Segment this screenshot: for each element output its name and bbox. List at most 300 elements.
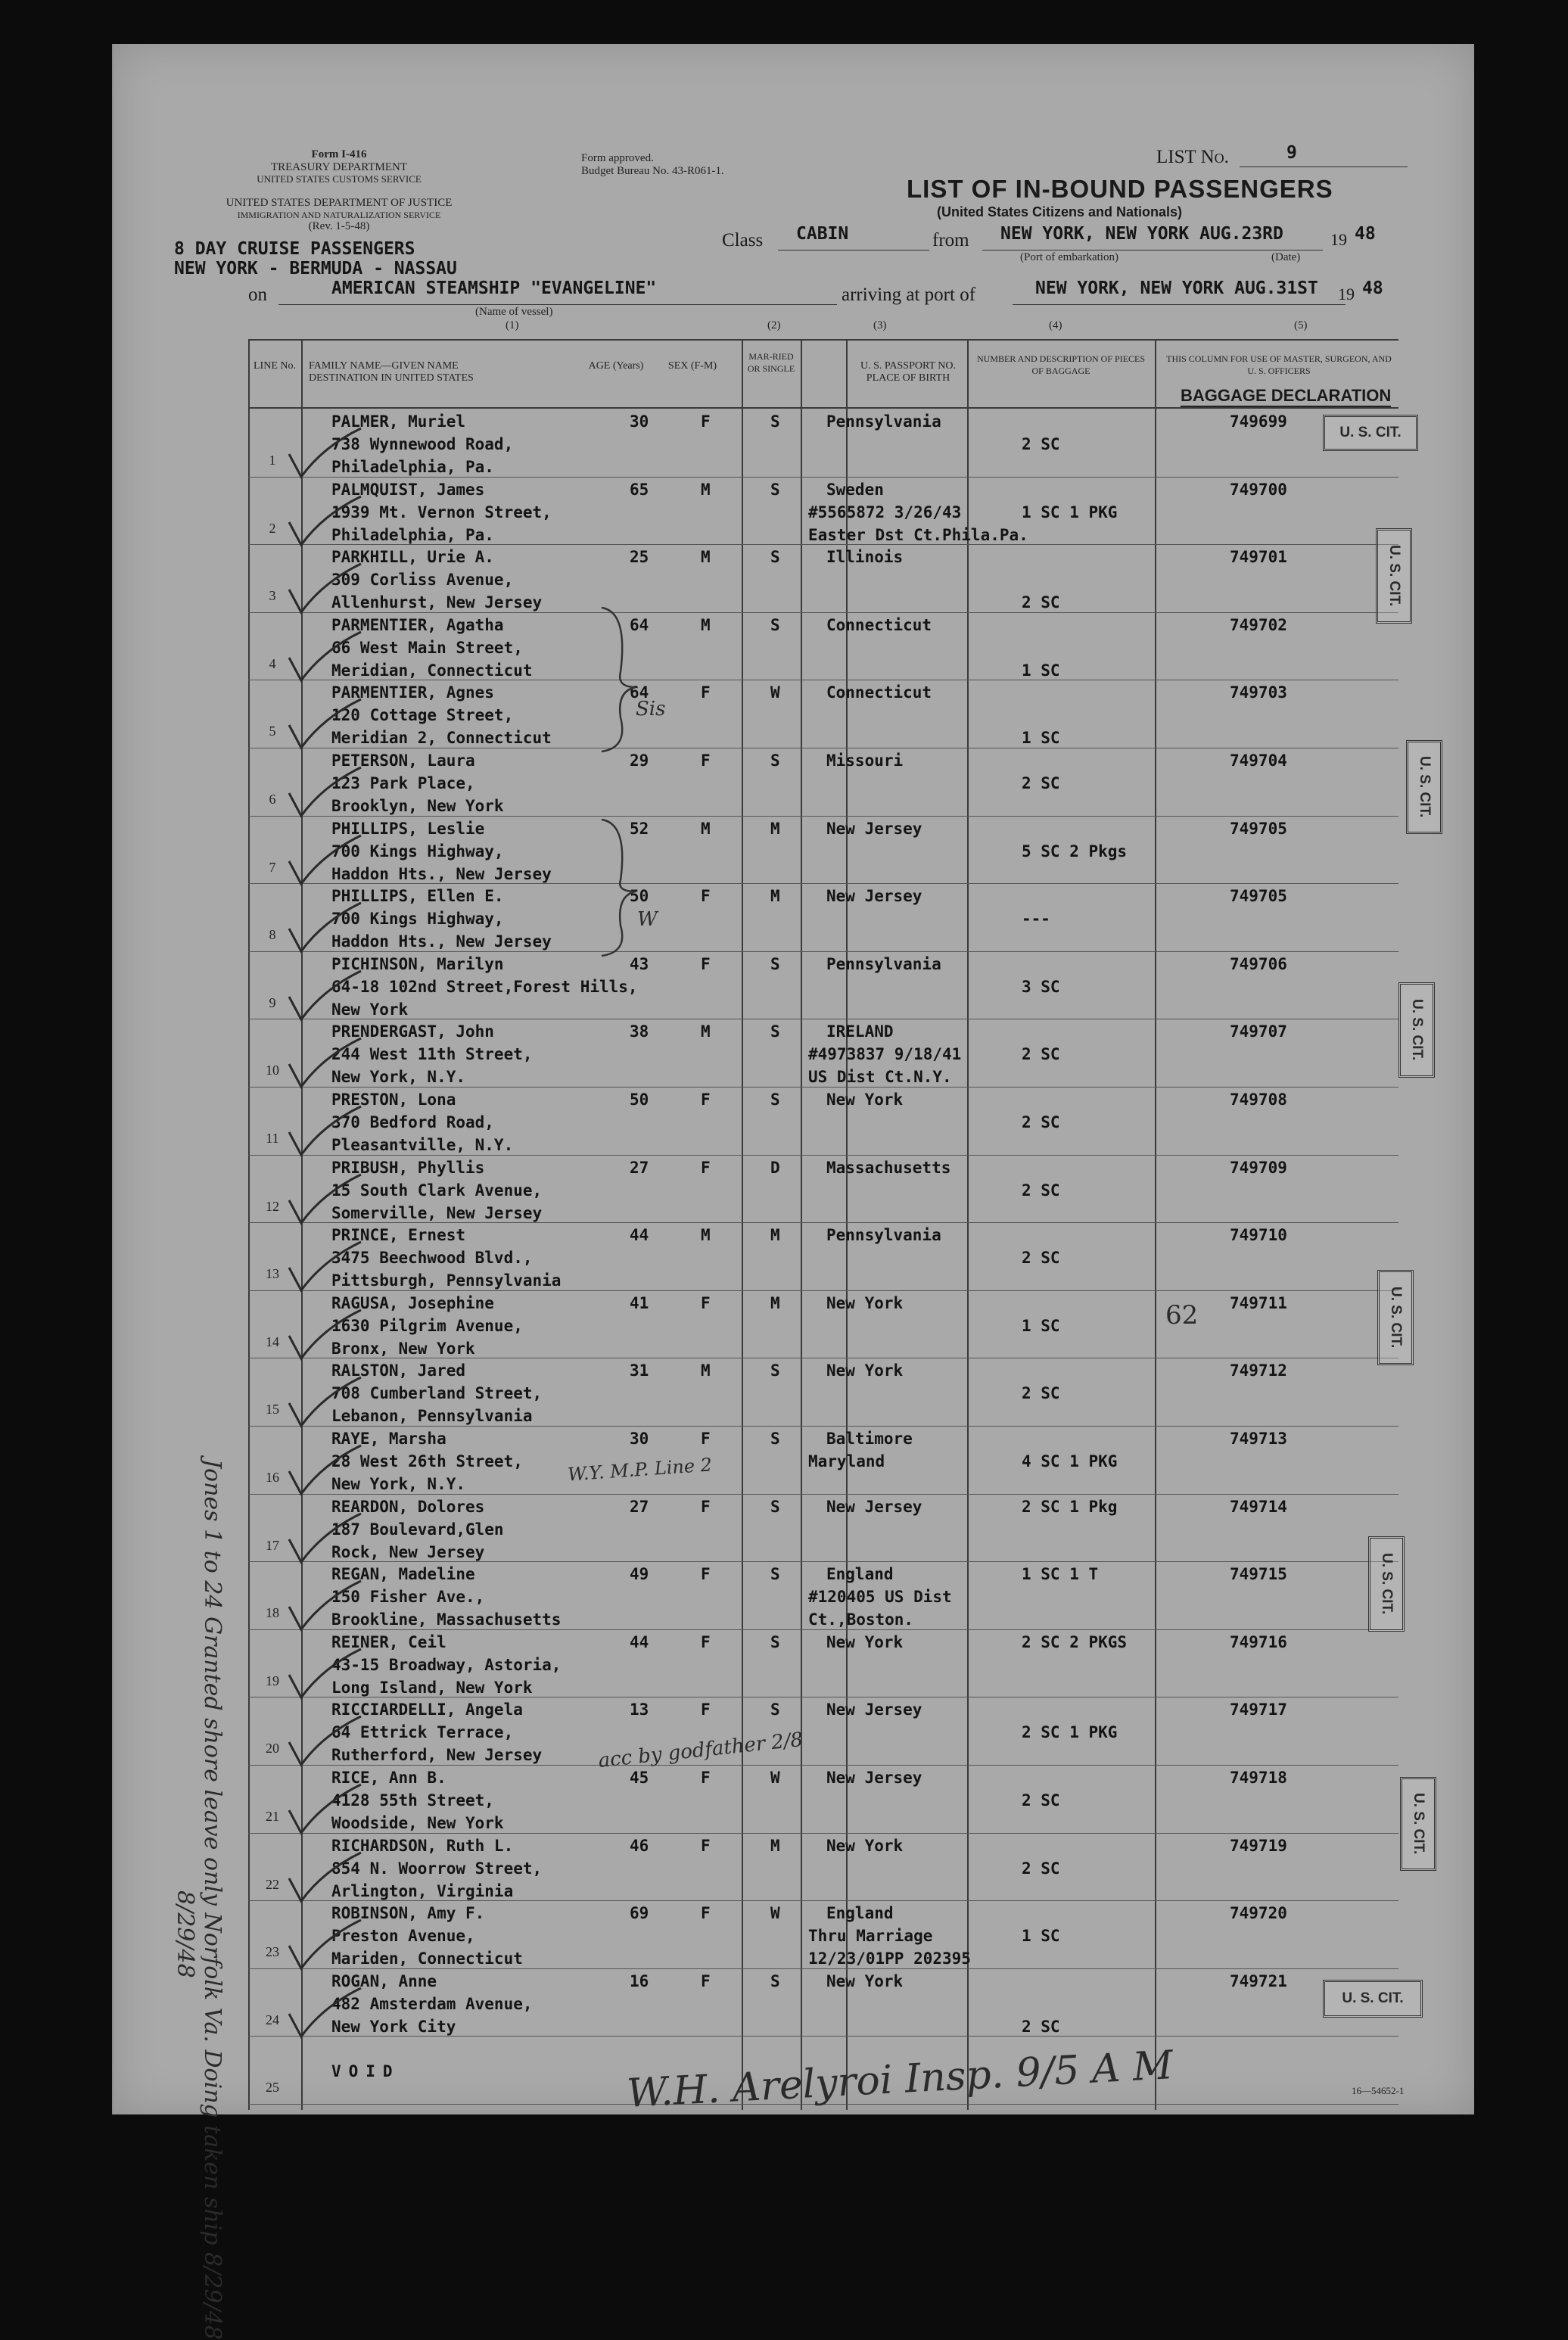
passenger-city: Somerville, New Jersey	[331, 1203, 543, 1222]
passenger-birthplace: New York	[826, 1632, 904, 1651]
passenger-sex: M	[701, 1226, 711, 1245]
line-number: 10	[266, 1063, 279, 1078]
passenger-name: RAGUSA, Josephine	[331, 1293, 494, 1312]
passenger-address: 150 Fisher Ave.,	[331, 1588, 485, 1607]
passenger-address: 120 Cottage Street,	[331, 706, 514, 725]
passenger-marital-status: S	[770, 615, 780, 634]
dept-justice: UNITED STATES DEPARTMENT OF JUSTICE	[226, 197, 453, 209]
us-cit-stamp: U. S. CIT.	[1323, 415, 1418, 451]
passenger-age: 30	[630, 412, 649, 431]
col-header-baggage: NUMBER AND DESCRIPTION OF PIECES OF BAGGAGE	[976, 353, 1146, 376]
passenger-sex: F	[701, 1091, 711, 1109]
check-mark-icon	[282, 1034, 365, 1094]
passenger-city: Lebanon, Pennsylvania	[331, 1407, 533, 1426]
passenger-marital-status: S	[770, 1971, 780, 1990]
us-cit-stamp: U. S. CIT.	[1377, 1270, 1414, 1365]
baggage-declaration-no: 749707	[1230, 1022, 1287, 1041]
passenger-birthplace: New Jersey	[826, 819, 922, 838]
check-mark-icon	[282, 1712, 365, 1772]
passenger-name: RAYE, Marsha	[331, 1430, 446, 1448]
handwritten-bracket-note: W	[637, 908, 658, 931]
baggage-declaration-no: 749715	[1230, 1565, 1287, 1584]
baggage-declaration-no: 749699	[1230, 412, 1287, 431]
on-label: on	[248, 285, 267, 305]
passenger-sex: F	[701, 954, 711, 973]
passenger-age: 50	[630, 887, 649, 906]
line-number: 16	[266, 1470, 279, 1485]
baggage-count: 2 SC	[1022, 2017, 1060, 2036]
passenger-age: 27	[630, 1497, 649, 1516]
check-mark-icon	[282, 627, 365, 688]
passenger-sex: F	[701, 1565, 711, 1584]
passenger-birthplace: New York	[826, 1293, 904, 1312]
check-mark-icon	[282, 1373, 365, 1433]
baggage-count: 1 SC 1 T	[1022, 1565, 1099, 1584]
baggage-declaration-no: 749714	[1230, 1497, 1287, 1516]
handwritten-row20-note: acc by godfather 2/8	[597, 1728, 804, 1773]
passenger-address: 28 West 26th Street,	[331, 1452, 523, 1470]
passenger-city: Brookline, Massachusetts	[331, 1610, 562, 1629]
baggage-count: 2 SC	[1022, 1859, 1060, 1878]
passenger-sex: M	[701, 615, 711, 634]
line-number: 8	[269, 927, 276, 943]
passenger-city: Rutherford, New Jersey	[331, 1746, 543, 1765]
date-caption: (Date)	[1271, 251, 1301, 263]
passport-issuer: Easter Dst Ct.Phila.Pa.	[808, 525, 1028, 544]
baggage-declaration-no: 749720	[1230, 1904, 1287, 1923]
col-header-age: AGE (Years)	[588, 360, 644, 372]
line-number: 17	[266, 1537, 279, 1553]
baggage-declaration-no: 749721	[1230, 1971, 1287, 1990]
passport-issuer: 12/23/01PP 202395	[808, 1949, 971, 1968]
passenger-city: Pittsburgh, Pennsylvania	[331, 1271, 562, 1290]
col-num-3: (3)	[873, 319, 887, 331]
passenger-address: 309 Corliss Avenue,	[331, 571, 514, 590]
passenger-name: RICHARDSON, Ruth L.	[331, 1836, 514, 1855]
passenger-address: 43-15 Broadway, Astoria,	[331, 1655, 562, 1674]
passenger-age: 31	[630, 1361, 649, 1380]
line-number: 13	[266, 1266, 279, 1282]
col-num-2: (2)	[767, 319, 781, 331]
col-header-passport: U. S. PASSPORT NO. PLACE OF BIRTH	[860, 360, 956, 384]
passenger-birthplace: Massachusetts	[826, 1158, 951, 1177]
check-mark-icon	[282, 1441, 365, 1501]
passenger-sex: M	[701, 1022, 711, 1041]
passenger-sex: F	[701, 412, 711, 431]
port-embarkation-caption: (Port of embarkation)	[1020, 251, 1118, 263]
passenger-address: 64-18 102nd Street,Forest Hills,	[331, 977, 638, 996]
baggage-declaration-no: 749706	[1230, 954, 1287, 973]
form-revision: (Rev. 1-5-48)	[308, 220, 370, 232]
passenger-address: 854 N. Woorrow Street,	[331, 1859, 543, 1878]
passenger-address: VOID	[331, 2062, 400, 2081]
passenger-city: Philadelphia, Pa.	[331, 458, 494, 476]
passenger-sex: M	[701, 819, 711, 838]
vessel-name: AMERICAN STEAMSHIP "EVANGELINE"	[331, 278, 657, 298]
col-num-4: (4)	[1049, 319, 1062, 331]
passenger-marital-status: S	[770, 1430, 780, 1448]
passenger-name: PETERSON, Laura	[331, 751, 475, 770]
passport-number: #4973837 9/18/41	[808, 1045, 962, 1064]
passenger-name: RALSTON, Jared	[331, 1361, 466, 1380]
passenger-city: Brooklyn, New York	[331, 797, 504, 815]
passenger-address: 700 Kings Highway,	[331, 842, 504, 860]
line-number: 15	[266, 1402, 279, 1417]
baggage-count: 4 SC 1 PKG	[1022, 1452, 1118, 1470]
baggage-declaration-no: 749700	[1230, 480, 1287, 499]
check-mark-icon	[282, 1576, 365, 1637]
passenger-marital-status: S	[770, 1632, 780, 1651]
passenger-name: ROBINSON, Amy F.	[331, 1904, 485, 1923]
passenger-name: PARMENTIER, Agnes	[331, 683, 494, 702]
passenger-sex: M	[701, 548, 711, 567]
cruise-line1: 8 DAY CRUISE PASSENGERS	[174, 239, 415, 259]
baggage-count: 1 SC	[1022, 1316, 1060, 1335]
passenger-sex: F	[701, 1701, 711, 1719]
passenger-name: REGAN, Madeline	[331, 1565, 475, 1584]
cruise-line2: NEW YORK - BERMUDA - NASSAU	[174, 259, 457, 278]
passenger-name: PRESTON, Lona	[331, 1091, 456, 1109]
baggage-declaration-no: 749710	[1230, 1226, 1287, 1245]
passenger-name: PRIBUSH, Phyllis	[331, 1158, 485, 1177]
list-no-value: 9	[1286, 143, 1297, 163]
line-number: 11	[266, 1131, 279, 1146]
passenger-age: 13	[630, 1701, 649, 1719]
col-num-5: (5)	[1294, 319, 1308, 331]
passport-issuer: Ct.,Boston.	[808, 1610, 914, 1629]
vessel-caption: (Name of vessel)	[475, 306, 553, 318]
check-mark-icon	[282, 1915, 365, 1976]
baggage-count: 2 SC	[1022, 1249, 1060, 1268]
baggage-declaration-no: 749702	[1230, 615, 1287, 634]
check-mark-icon	[282, 1170, 365, 1231]
passenger-birthplace: England	[826, 1904, 894, 1923]
passenger-age: 30	[630, 1430, 649, 1448]
baggage-declaration-no: 749705	[1230, 887, 1287, 906]
from-year-prefix: 19	[1330, 230, 1347, 249]
passenger-name: PRINCE, Ernest	[331, 1226, 466, 1245]
passenger-sex: M	[701, 1361, 711, 1380]
passenger-age: 43	[630, 954, 649, 973]
passenger-marital-status: S	[770, 548, 780, 567]
baggage-count: 1 SC	[1022, 661, 1060, 680]
check-mark-icon	[282, 1237, 365, 1298]
form-number: Form I-416	[311, 148, 367, 160]
passenger-age: 27	[630, 1158, 649, 1177]
passenger-birthplace: New Jersey	[826, 887, 922, 906]
passenger-city: Meridian, Connecticut	[331, 661, 533, 680]
col-header-married: MAR-RIED OR SINGLE	[747, 351, 795, 374]
passenger-sex: F	[701, 1632, 711, 1651]
passenger-city: New York, N.Y.	[331, 1475, 466, 1493]
passenger-birthplace: Pennsylvania	[826, 954, 941, 973]
check-mark-icon	[282, 1509, 365, 1570]
handwritten-date: 8/29/48	[172, 1890, 198, 1978]
line-number: 7	[269, 859, 276, 875]
passenger-address: 1630 Pilgrim Avenue,	[331, 1316, 523, 1335]
baggage-declaration-no: 749709	[1230, 1158, 1287, 1177]
us-cit-stamp: U. S. CIT.	[1376, 528, 1412, 624]
passenger-name: ROGAN, Anne	[331, 1971, 437, 1990]
line-number: 14	[266, 1333, 279, 1349]
baggage-count: 2 SC	[1022, 1045, 1060, 1064]
passenger-city: Philadelphia, Pa.	[331, 525, 494, 544]
line-number: 4	[269, 655, 276, 671]
baggage-count: 2 SC	[1022, 774, 1060, 792]
passenger-marital-status: S	[770, 1022, 780, 1041]
line-number: 22	[266, 1876, 279, 1892]
us-cit-stamp: U. S. CIT.	[1398, 982, 1435, 1078]
check-mark-icon	[282, 763, 365, 823]
passport-issuer: US Dist Ct.N.Y.	[808, 1068, 952, 1087]
from-label: from	[932, 230, 969, 250]
passenger-sex: F	[701, 1836, 711, 1855]
passenger-address: 66 West Main Street,	[331, 638, 523, 657]
baggage-count: 2 SC 1 Pkg	[1022, 1497, 1118, 1516]
passenger-birthplace: Illinois	[826, 548, 904, 567]
passenger-birthplace: New York	[826, 1971, 904, 1990]
check-mark-icon	[282, 492, 365, 552]
passenger-city: Allenhurst, New Jersey	[331, 593, 543, 612]
line-number: 1	[269, 453, 276, 468]
baggage-declaration-no: 749708	[1230, 1091, 1287, 1109]
passenger-city: Haddon Hts., New Jersey	[331, 864, 552, 883]
passenger-address: 4128 55th Street,	[331, 1791, 494, 1809]
baggage-count: 2 SC	[1022, 1791, 1060, 1809]
baggage-count: 2 SC 2 PKGS	[1022, 1632, 1128, 1651]
passenger-sex: F	[701, 1971, 711, 1990]
arriving-value: NEW YORK, NEW YORK AUG.31ST	[1035, 278, 1318, 298]
dept-immigration: IMMIGRATION AND NATURALIZATION SERVICE	[237, 210, 441, 220]
check-mark-icon	[282, 966, 365, 1027]
passenger-city: Bronx, New York	[331, 1339, 475, 1358]
passenger-age: 69	[630, 1904, 649, 1923]
us-cit-stamp: U. S. CIT.	[1368, 1536, 1405, 1632]
passenger-name: PALMER, Muriel	[331, 412, 466, 431]
passenger-marital-status: S	[770, 412, 780, 431]
handwritten-row16-note: W.Y. M.P. Line 2	[567, 1454, 713, 1486]
passenger-address: 3475 Beechwood Blvd.,	[331, 1249, 533, 1268]
passenger-birthplace: New Jersey	[826, 1769, 922, 1787]
passenger-marital-status: W	[770, 683, 780, 702]
passenger-city: Haddon Hts., New Jersey	[331, 932, 552, 951]
arriving-year: 48	[1362, 278, 1383, 298]
inspector-signature: W.H. Arelyroi Insp. 9/5 A M	[625, 2043, 1174, 2117]
passenger-name: PALMQUIST, James	[331, 480, 485, 499]
handwritten-bracket-note: Sis	[636, 698, 666, 720]
passenger-city: Mariden, Connecticut	[331, 1949, 523, 1968]
passenger-name: PRENDERGAST, John	[331, 1022, 494, 1041]
baggage-count: 1 SC	[1022, 729, 1060, 748]
class-value: CABIN	[796, 224, 849, 244]
passenger-name: PARKHILL, Urie A.	[331, 548, 494, 567]
baggage-count: 1 SC 1 PKG	[1022, 503, 1118, 521]
baggage-declaration-no: 749703	[1230, 683, 1287, 702]
col-header-master: THIS COLUMN FOR USE OF MASTER, SURGEON, AND U. S. OFFICERS	[1166, 353, 1392, 376]
passenger-name: PARMENTIER, Agatha	[331, 615, 504, 634]
passenger-marital-status: M	[770, 887, 780, 906]
dept-customs: UNITED STATES CUSTOMS SERVICE	[257, 173, 422, 185]
check-mark-icon	[282, 1305, 365, 1366]
list-no-label: LIST No.	[1156, 147, 1229, 167]
passenger-birthplace: Missouri	[826, 751, 904, 770]
baggage-count: 2 SC	[1022, 1113, 1060, 1131]
passenger-marital-status: S	[770, 751, 780, 770]
passenger-city: New York City	[331, 2017, 456, 2036]
passenger-marital-status: W	[770, 1904, 780, 1923]
passenger-name: REARDON, Dolores	[331, 1497, 485, 1516]
passenger-name: PHILLIPS, Ellen E.	[331, 887, 504, 906]
passenger-age: 46	[630, 1836, 649, 1855]
passenger-address: 187 Boulevard,Glen	[331, 1520, 504, 1539]
check-mark-icon	[282, 1780, 365, 1841]
passenger-sex: F	[701, 1158, 711, 1177]
baggage-declaration-no: 749717	[1230, 1701, 1287, 1719]
passenger-marital-status: S	[770, 1361, 780, 1380]
baggage-count: 5 SC 2 Pkgs	[1022, 842, 1128, 860]
footer-code: 16—54652-1	[1352, 2085, 1405, 2096]
col-header-name: FAMILY NAME—GIVEN NAME DESTINATION IN UNITED STATES	[309, 360, 474, 384]
passenger-age: 64	[630, 615, 649, 634]
baggage-count: 1 SC	[1022, 1927, 1060, 1946]
passenger-city: Arlington, Virginia	[331, 1881, 514, 1900]
baggage-count: ---	[1022, 910, 1050, 929]
passenger-marital-status: S	[770, 1091, 780, 1109]
line-number: 25	[266, 2080, 279, 2096]
passenger-marital-status: S	[770, 480, 780, 499]
check-mark-icon	[282, 831, 365, 892]
passenger-birthplace: Sweden	[826, 480, 884, 499]
passenger-marital-status: S	[770, 954, 780, 973]
arriving-label: arriving at port of	[842, 285, 976, 305]
line-number: 21	[266, 1809, 279, 1824]
passenger-city: New York, N.Y.	[331, 1068, 466, 1087]
handwritten-bracket	[598, 816, 643, 960]
check-mark-icon	[282, 424, 365, 484]
passenger-age: 25	[630, 548, 649, 567]
passenger-address: 15 South Clark Avenue,	[331, 1181, 543, 1200]
passenger-sex: F	[701, 887, 711, 906]
form-approved: Form approved.	[581, 152, 654, 164]
passenger-city: Woodside, New York	[331, 1814, 504, 1832]
passenger-birthplace: New Jersey	[826, 1497, 922, 1516]
passenger-sex: F	[701, 1769, 711, 1787]
line-number: 9	[269, 994, 276, 1010]
passenger-sex: F	[701, 751, 711, 770]
baggage-declaration-no: 749701	[1230, 548, 1287, 567]
passenger-age: 44	[630, 1226, 649, 1245]
passenger-age: 38	[630, 1022, 649, 1041]
passenger-age: 41	[630, 1293, 649, 1312]
check-mark-icon	[282, 695, 365, 755]
passenger-address: 123 Park Place,	[331, 774, 475, 792]
passenger-city: Meridian 2, Connecticut	[331, 729, 552, 748]
passenger-age: 50	[630, 1091, 649, 1109]
passenger-address: 64 Ettrick Terrace,	[331, 1723, 514, 1742]
passenger-city: New York	[331, 1000, 409, 1019]
col-header-sex: SEX (F-M)	[667, 360, 717, 372]
budget-bureau: Budget Bureau No. 43-R061-1.	[581, 165, 724, 177]
us-cit-stamp: U. S. CIT.	[1406, 740, 1442, 834]
baggage-declaration-label: BAGGAGE DECLARATION	[1181, 386, 1391, 407]
passenger-age: 49	[630, 1565, 649, 1584]
passenger-sex: M	[701, 480, 711, 499]
passenger-sex: F	[701, 1293, 711, 1312]
passenger-address: Preston Avenue,	[331, 1927, 475, 1946]
check-mark-icon	[282, 898, 365, 959]
passenger-address: 482 Amsterdam Avenue,	[331, 1994, 533, 2013]
passenger-address: 370 Bedford Road,	[331, 1113, 494, 1131]
passenger-birthplace: Connecticut	[826, 615, 932, 634]
baggage-declaration-no: 749712	[1230, 1361, 1287, 1380]
baggage-declaration-no: 749718	[1230, 1769, 1287, 1787]
passenger-marital-status: M	[770, 1836, 780, 1855]
passport-number: Maryland	[808, 1452, 885, 1470]
passenger-age: 44	[630, 1632, 649, 1651]
passenger-name: PHILLIPS, Leslie	[331, 819, 485, 838]
passport-number: #5565872 3/26/43	[808, 503, 962, 521]
passenger-birthplace: England	[826, 1565, 894, 1584]
line-number: 5	[269, 723, 276, 739]
passenger-name: REINER, Ceil	[331, 1632, 446, 1651]
passenger-birthplace: Pennsylvania	[826, 1226, 941, 1245]
handwritten-number: 62	[1165, 1300, 1199, 1330]
passenger-marital-status: S	[770, 1497, 780, 1516]
passport-number: #120405 US Dist	[808, 1588, 952, 1607]
col-num-1: (1)	[506, 319, 519, 331]
handwritten-bracket	[598, 604, 643, 755]
passenger-marital-status: M	[770, 819, 780, 838]
passenger-address: 1939 Mt. Vernon Street,	[331, 503, 552, 521]
page-title: LIST OF IN-BOUND PASSENGERS	[907, 175, 1333, 203]
passenger-age: 64	[630, 683, 649, 702]
passenger-sex: F	[701, 683, 711, 702]
us-cit-stamp: U. S. CIT.	[1400, 1777, 1436, 1871]
dept-treasury: TREASURY DEPARTMENT	[270, 161, 408, 173]
passenger-city: Pleasantville, N.Y.	[331, 1136, 514, 1154]
passenger-birthplace: New York	[826, 1836, 904, 1855]
manifest-page	[112, 44, 1474, 2340]
baggage-declaration-no: 749716	[1230, 1632, 1287, 1651]
baggage-declaration-no: 749704	[1230, 751, 1287, 770]
passenger-age: 65	[630, 480, 649, 499]
passenger-age: 45	[630, 1769, 649, 1787]
passenger-marital-status: S	[770, 1701, 780, 1719]
baggage-count: 2 SC 1 PKG	[1022, 1723, 1118, 1742]
passenger-age: 29	[630, 751, 649, 770]
passenger-birthplace: Pennsylvania	[826, 412, 941, 431]
baggage-count: 2 SC	[1022, 435, 1060, 453]
check-mark-icon	[282, 1645, 365, 1705]
passenger-age: 16	[630, 1971, 649, 1990]
passenger-birthplace: New York	[826, 1091, 904, 1109]
passenger-marital-status: M	[770, 1293, 780, 1312]
line-number: 3	[269, 588, 276, 604]
passenger-sex: F	[701, 1497, 711, 1516]
passenger-marital-status: S	[770, 1565, 780, 1584]
passenger-sex: F	[701, 1904, 711, 1923]
handwritten-margin-note: Jones 1 to 24 Granted shore leave only Norfolk Va. Doing taken ship 8/29/48	[199, 1459, 226, 2340]
passenger-address: 738 Wynnewood Road,	[331, 435, 514, 453]
line-number: 23	[266, 1944, 279, 1960]
passenger-birthplace: Connecticut	[826, 683, 932, 702]
line-number: 19	[266, 1673, 279, 1688]
from-year: 48	[1355, 224, 1376, 244]
passenger-address: 700 Kings Highway,	[331, 910, 504, 929]
passenger-age: 52	[630, 819, 649, 838]
baggage-declaration-no: 749719	[1230, 1836, 1287, 1855]
passenger-sex: F	[701, 1430, 711, 1448]
